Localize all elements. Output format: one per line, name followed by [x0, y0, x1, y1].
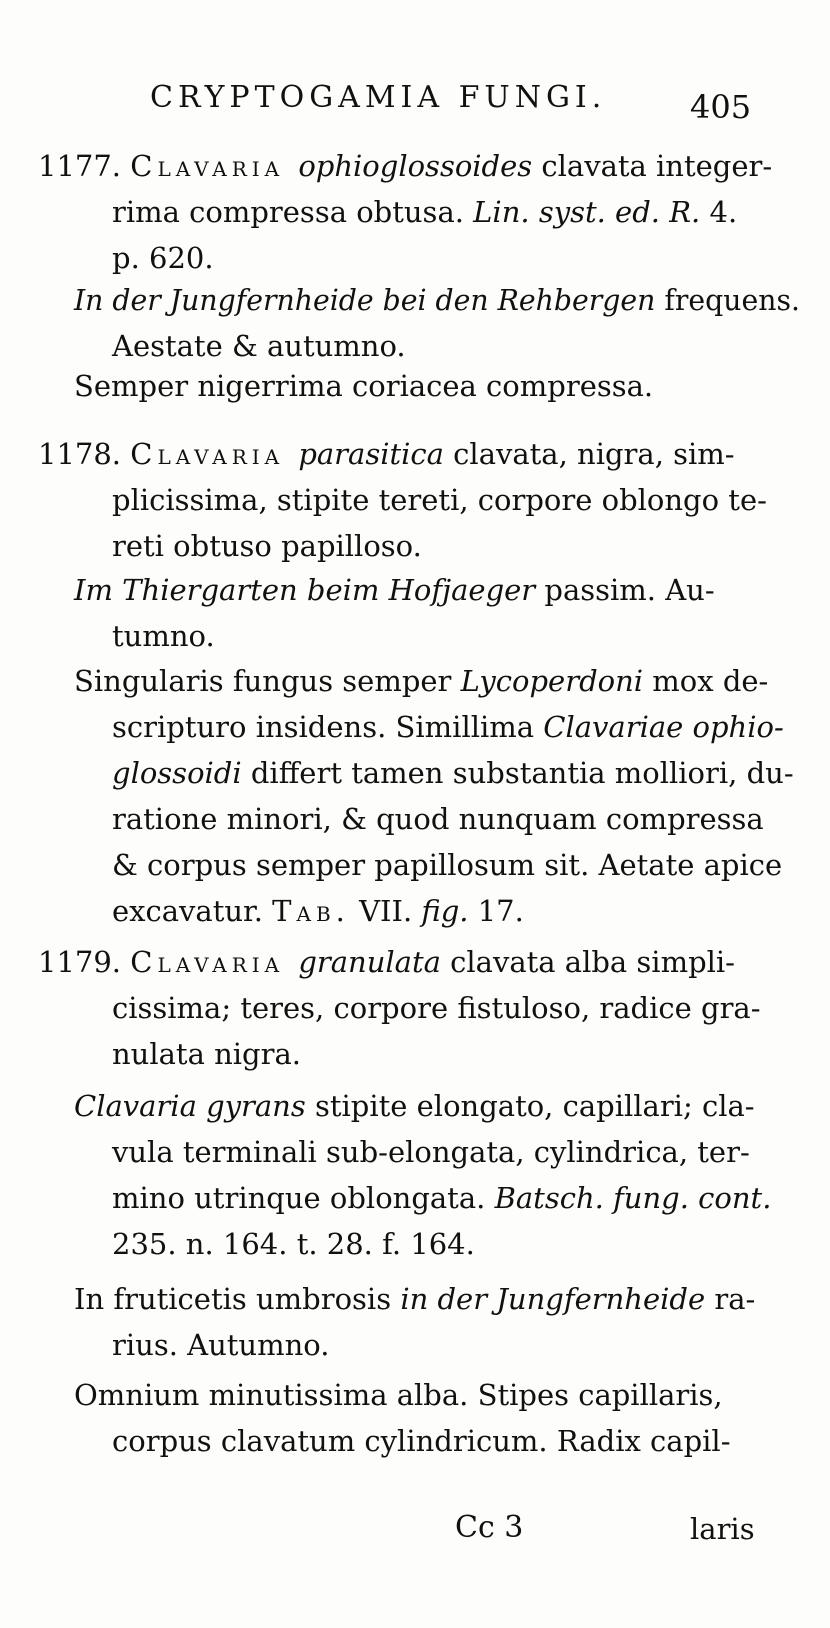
page-number: 405	[690, 88, 752, 126]
small-caps-text: Tab.	[272, 894, 350, 928]
text-span: corpus clavatum cylindricum. Radix capil-	[112, 1424, 731, 1458]
italic-text: Batsch. fung. cont.	[494, 1181, 772, 1215]
text-span: nulata nigra.	[112, 1037, 301, 1071]
italic-text: Clavaria gyrans	[74, 1089, 306, 1123]
text-line	[112, 1135, 750, 1169]
text-line	[112, 894, 524, 928]
text-line	[74, 1378, 723, 1412]
text-line	[112, 1181, 772, 1215]
text-span: mino utrinque oblongata.	[112, 1181, 495, 1215]
text-line	[74, 369, 654, 403]
text-span: rima compressa obtusa.	[112, 195, 474, 229]
text-span: frequens.	[655, 283, 801, 317]
text-span: clavata integer-	[532, 149, 773, 183]
text-line	[112, 1227, 475, 1261]
text-span: clavata, nigra, sim-	[443, 437, 735, 471]
text-span: tumno.	[112, 619, 215, 653]
text-span: rius. Autumno.	[112, 1328, 330, 1362]
text-line	[112, 195, 738, 229]
text-span: scripturo insidens. Simillima	[112, 710, 544, 744]
text-line	[112, 529, 422, 563]
text-span: cissima; teres, corpore fistuloso, radice gra-	[112, 991, 761, 1025]
text-line	[74, 573, 715, 607]
text-span: reti obtuso papilloso.	[112, 529, 422, 563]
running-title: CRYPTOGAMIA FUNGI.	[150, 80, 607, 115]
text-span: 1177.	[38, 149, 131, 183]
text-span: Omnium minutissima alba. Stipes capillaris,	[74, 1378, 723, 1412]
text-span: 1179.	[38, 945, 131, 979]
text-line	[112, 1037, 301, 1071]
text-line	[112, 848, 783, 882]
italic-text: granulata	[298, 945, 441, 979]
text-span: Singularis fungus semper	[74, 664, 461, 698]
italic-text: parasitica	[298, 437, 444, 471]
text-line	[112, 1424, 731, 1458]
catchword: laris	[690, 1512, 755, 1546]
italic-text: Im Thiergarten beim Hofjaeger	[74, 573, 536, 607]
text-line	[38, 437, 735, 471]
text-span: & corpus semper papillosum sit. Aetate apice	[112, 848, 783, 882]
text-line	[112, 1328, 330, 1362]
text-span: differt tamen substantia molliori, du-	[241, 756, 794, 790]
text-line	[112, 619, 215, 653]
signature-mark: Cc 3	[455, 1510, 524, 1545]
text-span: 17.	[468, 894, 524, 928]
text-line	[112, 241, 214, 275]
text-line	[112, 329, 406, 363]
text-line	[112, 710, 784, 744]
text-line	[74, 283, 801, 317]
text-span: Aestate & autumno.	[112, 329, 406, 363]
text-span: 235. n. 164. t. 28. f. 164.	[112, 1227, 475, 1261]
text-span: passim. Au-	[535, 573, 715, 607]
italic-text: ophioglossoides	[298, 149, 533, 183]
text-span: vula terminali sub-elongata, cylindrica, ter-	[112, 1135, 750, 1169]
text-span: mox de-	[643, 664, 769, 698]
italic-text: in der Jungfernheide	[400, 1282, 706, 1316]
text-span: In fruticetis umbrosis	[74, 1282, 401, 1316]
italic-text: Clavariae ophio-	[543, 710, 784, 744]
text-span: stipite elongato, capillari; cla-	[305, 1089, 755, 1123]
text-line	[74, 1089, 755, 1123]
italic-text: In der Jungfernheide bei den Rehbergen	[74, 283, 656, 317]
text-line	[38, 149, 773, 183]
text-line	[74, 1282, 756, 1316]
text-span: 1178.	[38, 437, 131, 471]
text-line	[74, 664, 769, 698]
text-span: plicissima, stipite tereti, corpore oblongo te-	[112, 483, 767, 517]
text-span: p. 620.	[112, 241, 214, 275]
text-line	[112, 802, 764, 836]
text-span: ratione minori, & quod nunquam compressa	[112, 802, 764, 836]
text-line	[112, 991, 761, 1025]
text-line	[112, 756, 794, 790]
italic-text: Lycoperdoni	[460, 664, 644, 698]
small-caps-text: Clavaria	[130, 149, 299, 183]
text-span: Semper nigerrima coriacea compressa.	[74, 369, 654, 403]
italic-text: fig.	[421, 894, 469, 928]
text-span: excavatur.	[112, 894, 273, 928]
small-caps-text: Clavaria	[130, 437, 299, 471]
italic-text: glossoidi	[112, 756, 242, 790]
text-span: VII.	[349, 894, 422, 928]
text-line	[112, 483, 767, 517]
italic-text: Lin. syst. ed. R.	[473, 195, 701, 229]
text-line	[38, 945, 735, 979]
text-span: ra-	[705, 1282, 756, 1316]
small-caps-text: Clavaria	[130, 945, 299, 979]
text-span: 4.	[700, 195, 738, 229]
text-span: clavata alba simpli-	[440, 945, 735, 979]
